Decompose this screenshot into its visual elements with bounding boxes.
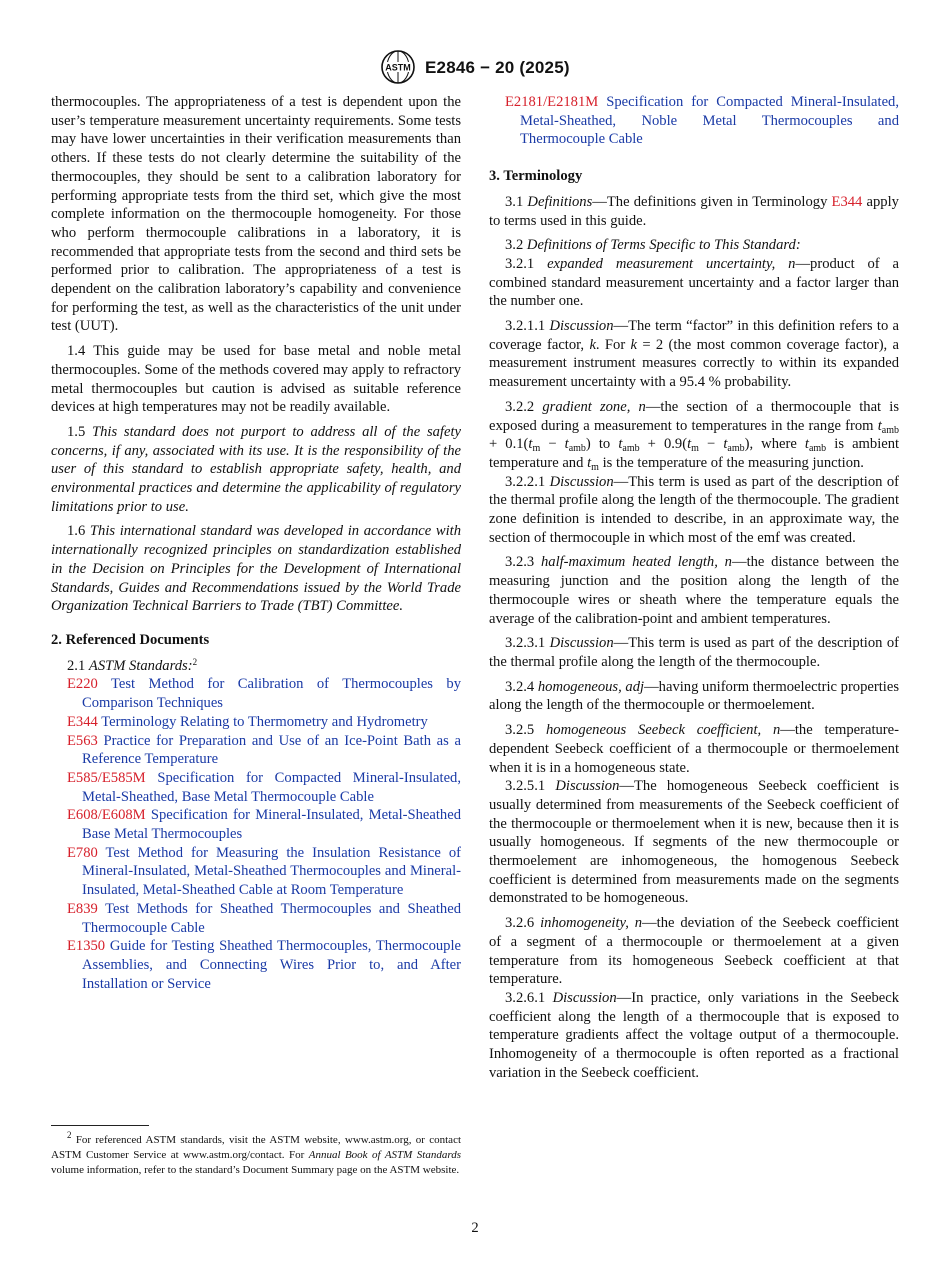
reference-e608[interactable]: E608/E608M Specification for Mineral-Insulated, Metal-Sheathed Base Metal Thermocouples	[67, 807, 461, 843]
section-3-2-5-1: 3.2.5.1 Discussion—The homogeneous Seebeck coefficient is usually determined from measurements of the Seebeck coefficient of the thermocouple or thermoelement when it is new, because then it is usually homogeneous. If segments of the new thermocouple or thermoelement are inhomogeneous, the homogenous Seebeck coefficient is determined from measurements made on the segments demonstrated to be homogeneous.	[489, 778, 899, 907]
right-column	[489, 93, 899, 1088]
section-3-2: 3.2 Definitions of Terms Specific to This Standard:	[505, 237, 801, 254]
section-3-2-2-1: 3.2.2.1 Discussion—This term is used as part of the description of the thermal profile along the length of the thermocouple. The gradient zone definition is intended to describe, in an approximate way, the section of thermocouple in which most of the emf was created.	[489, 473, 899, 546]
section-3-2-1-1: 3.2.1.1 Discussion—The term “factor” in this definition refers to a coverage factor, k. For k = 2 (the most common coverage factor), a measurement instrument measures correctly to within its expanded measurement uncertainty with a 95.4 % probability.	[489, 318, 900, 391]
section-1-6: 1.6 This international standard was developed in accordance with internationally recognized principles on standardization established in the Decision on Principles for the Development of International Standards, Guides and Recommendations issued by the World Trade Organization Technical Barriers to Trade (TBT) Committee.	[51, 523, 462, 615]
reference-e1350[interactable]: E1350 Guide for Testing Sheathed Thermocouples, Thermocouple Assemblies, and Connecting Wires Prior to, and After Installation or Service	[67, 938, 461, 992]
section-3-2-5: 3.2.5 homogeneous Seebeck coefficient, n—the temperature-dependent Seebeck coefficient of a thermocouple or thermoelement when it is in a homogeneous state.	[489, 722, 899, 776]
reference-e585[interactable]: E585/E585M Specification for Compacted Mineral-Insulated, Metal-Sheathed, Base Metal Thermocouple Cable	[67, 769, 461, 805]
section-3-2-3-1: 3.2.3.1 Discussion—This term is used as part of the description of the thermal profile along the length of the thermocouple.	[489, 635, 899, 670]
section-3-2-1: 3.2.1 expanded measurement uncertainty, n—product of a combined standard measurement uncertainty and a factor larger than the number one.	[489, 255, 899, 310]
reference-e780[interactable]: E780 Test Method for Measuring the Insulation Resistance of Mineral-Insulated, Metal-Sheathed Thermocouples and Mineral-Insulated, Metal-Sheathed Cable at Room Temperature	[67, 844, 461, 899]
logo-text: ASTM	[385, 62, 411, 73]
footnote-divider	[51, 1125, 149, 1126]
section-3-heading: 3. Terminology	[489, 168, 583, 185]
link-e344[interactable]: E344	[831, 193, 863, 210]
section-3-2-4: 3.2.4 homogeneous, adj—having uniform thermoelectric properties along the length of the thermocouple or thermoelement.	[489, 678, 900, 714]
astm-logo-icon	[380, 49, 416, 85]
standard-designation: E2846 − 20 (2025)	[425, 58, 570, 77]
left-column	[51, 93, 461, 993]
section-1-5: 1.5 This standard does not purport to address all of the safety concerns, if any, associated with its use. It is the responsibility of the user of this standard to establish appropriate safety, health, and environmental practices and determine the applicability of regulatory limitations prior to use.	[51, 423, 461, 515]
footnote: $^2$ For referenced ASTM standards, visit the ASTM website, www.astm.org, or contact ASTM Customer Service at www.astm.org/contact. For Annual Book of ASTM Standards volume information, refer to the standard’s Document Summary page on the ASTM website.	[51, 1130, 462, 1177]
section-2-heading: 2. Referenced Documents	[51, 631, 210, 648]
section-1-4: 1.4 This guide may be used for base metal and noble metal thermocouples. Some of the methods covered may apply to refractory metal thermocouples but caution is advised as suitable reference devices at high temperatures may not be readily available.	[51, 343, 461, 416]
section-3-2-2: 3.2.2 gradient zone, n—the section of a thermocouple that is exposed during a measurement to temperatures in the range from $t_{amb} + 0.1(t_m - t_{amb})$ to $t_{amb} + 0.9(t_m - t_{amb})$, where $t_{amb}$ is ambient temperature and $t_m$ is the temperature of the measuring junction.	[489, 398, 900, 473]
page-number: 2	[471, 1220, 479, 1236]
section-3-1: 3.1 Definitions—The definitions given in Terminology E344 apply to terms used in this guide.	[489, 193, 899, 229]
reference-e839[interactable]: E839 Test Methods for Sheathed Thermocouples and Sheathed Thermocouple Cable	[67, 900, 461, 936]
section-2-1: 2.1 ASTM Standards:$^2$	[67, 656, 198, 674]
reference-e220[interactable]: E220 Test Method for Calibration of Thermocouples by Comparison Techniques	[67, 676, 461, 712]
reference-e344[interactable]: E344 Terminology Relating to Thermometry and Hydrometry	[67, 713, 428, 730]
footnote-ref: 2	[192, 656, 198, 667]
section-3-2-3: 3.2.3 half-maximum heated length, n—the distance between the measuring junction and the position along the length of the thermocouple wires or sheath where the temperature equals the average of the calibration-point and ambient temperatures.	[489, 554, 900, 627]
reference-e2181[interactable]: E2181/E2181M Specification for Compacted Mineral-Insulated, Metal-Sheathed, Noble Metal Thermocouples and Thermocouple Cable	[505, 94, 899, 148]
section-3-2-6: 3.2.6 inhomogeneity, n—the deviation of the Seebeck coefficient of a segment of a thermocouple or thermoelement at a given temperature from its homogeneous Seebeck coefficient at that temperature.	[489, 915, 899, 988]
section-3-2-6-1: 3.2.6.1 Discussion—In practice, only variations in the Seebeck coefficient along the length of a thermocouple that is exposed to temperature gradients affect the voltage output of a thermocouple. Inhomogeneity of a thermocouple is often reported as a fractional variation in the Seebeck coefficient.	[489, 989, 899, 1081]
reference-e563[interactable]: E563 Practice for Preparation and Use of an Ice-Point Bath as a Reference Temperature	[67, 732, 461, 768]
page-header	[0, 57, 950, 81]
paragraph-continued: thermocouples. The appropriateness of a test is dependent upon the user’s temperature measurement uncertainty requirements. Some tests may have lower uncertainties in their verification measurements than others. If these tests do not clearly determine the suitability of the thermocouples, they should be sent to a calibration laboratory for performing appropriate tests from the third set, which give the most complete information on the thermocouple homogeneity. For those who perform thermocouple calibrations in a laboratory, it is recommended that appropriate tests from the second and third sets be performed prior to calibration. The appropriateness of a test is dependent on the calibration laboratory’s capability and convenience for performing the test, as well as the characteristics of the unit under test (UUT).	[51, 94, 461, 335]
